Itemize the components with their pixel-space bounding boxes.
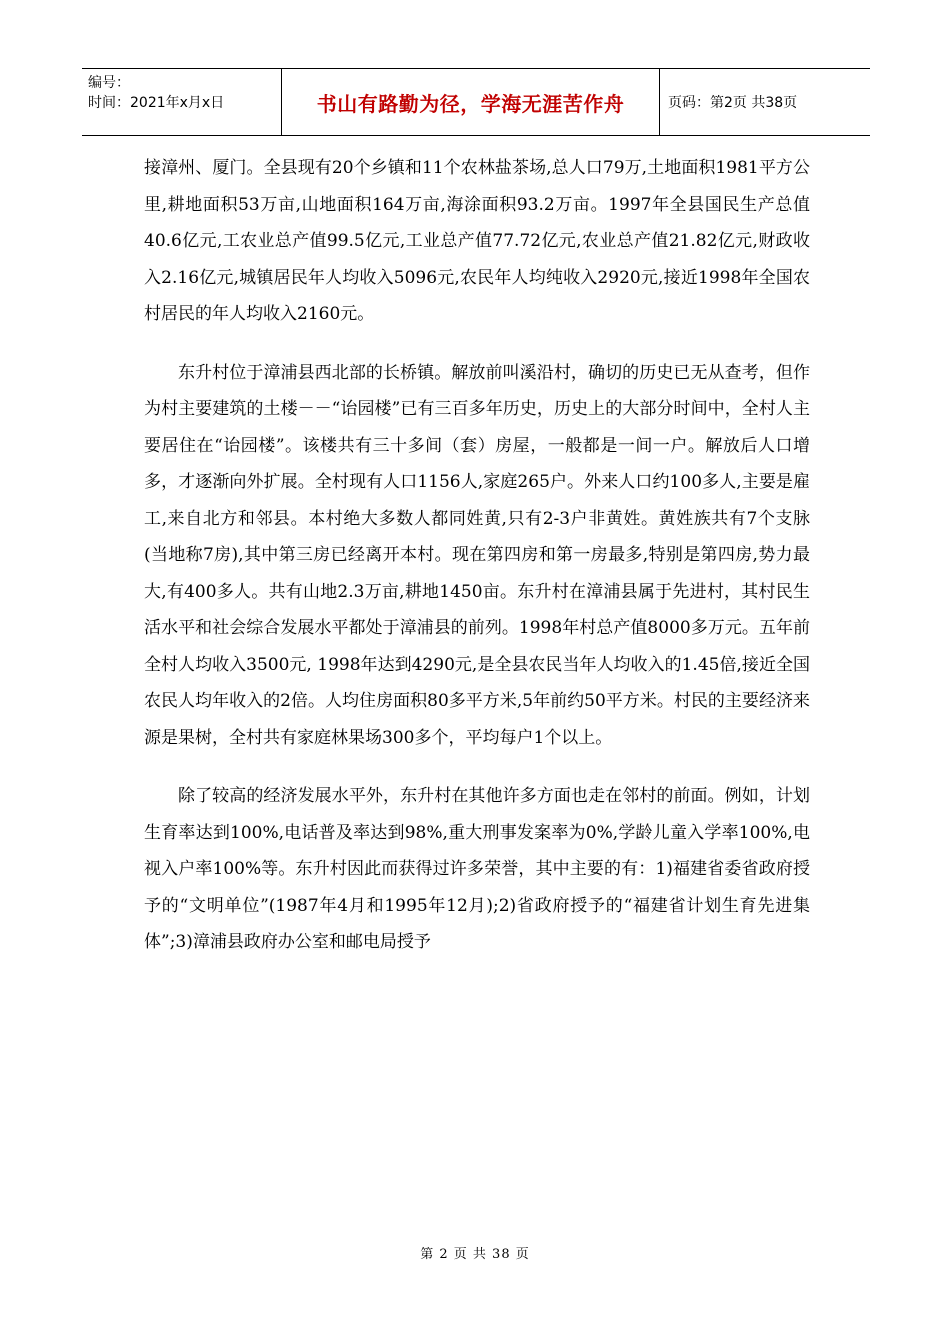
header-page-info: 页码：第2页 共38页: [668, 95, 798, 111]
body-paragraph-1: 接漳州、厦门。全县现有20个乡镇和11个农林盐茶场,总人口79万,土地面积1981平方公里,耕地面积53万亩,山地面积164万亩,海涂面积93.2万亩。1997年全县国民生产总值40.6亿元,工农业总产值99.5亿元,工业总产值77.72亿元,农业总产值21.82亿元,财政收入2.16亿元,城镇居民年人均收入5096元,农民年人均纯收入2920元,接近1998年全国农村居民的年人均收入2160元。: [144, 158, 810, 324]
document-body: [144, 150, 810, 961]
document-date: 时间：2021年x月x日: [88, 95, 225, 111]
page-footer: 第 2 页 共 38 页: [420, 1247, 530, 1262]
document-header: [82, 68, 870, 136]
header-motto: 书山有路勤为径，学海无涯苦作舟: [282, 69, 660, 135]
body-paragraph-3: 除了较高的经济发展水平外，东升村在其他许多方面也走在邻村的前面。例如，计划生育率达到100%,电话普及率达到98%,重大刑事发案率为0%,学龄儿童入学率100%,电视入户率100%等。东升村因此而获得过许多荣誉，其中主要的有：1)福建省委省政府授予的“文明单位”(1987年4月和1995年12月);2)省政府授予的“福建省计划生育先进集体”;3)漳浦县政府办公室和邮电局授予: [144, 786, 810, 952]
document-number-label: 编号：: [88, 75, 130, 91]
header-meta: [82, 69, 282, 135]
body-paragraph-2: 东升村位于漳浦县西北部的长桥镇。解放前叫溪沿村，确切的历史已无从查考，但作为村主要建筑的土楼－－“诒园楼”已有三百多年历史，历史上的大部分时间中，全村人主要居住在“诒园楼”。该楼共有三十多间（套）房屋，一般都是一间一户。解放后人口增多，才逐渐向外扩展。全村现有人口1156人,家庭265户。外来人口约100多人,主要是雇工,来自北方和邻县。本村绝大多数人都同姓黄,只有2-3户非黄姓。黄姓族共有7个支脉(当地称7房),其中第三房已经离开本村。现在第四房和第一房最多,特别是第四房,势力最大,有400多人。共有山地2.3万亩,耕地1450亩。东升村在漳浦县属于先进村，其村民生活水平和社会综合发展水平都处于漳浦县的前列。1998年村总产值8000多万元。五年前全村人均收入3500元, 1998年达到4290元,是全县农民当年人均收入的1.45倍,接近全国农民人均年收入的2倍。人均住房面积80多平方米,5年前约50平方米。村民的主要经济来源是果树，全村共有家庭林果场300多个，平均每户1个以上。: [144, 362, 810, 748]
